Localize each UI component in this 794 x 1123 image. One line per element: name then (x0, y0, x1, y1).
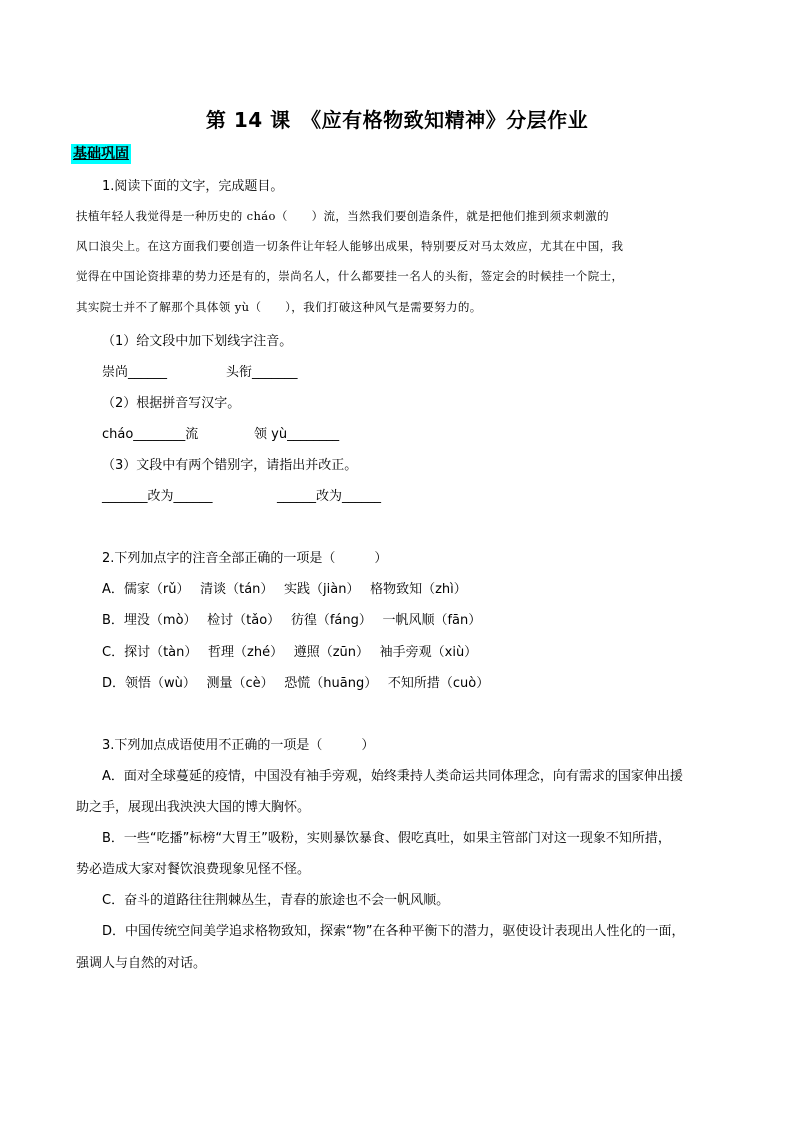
q3-option-b-line2: 势必造成大家对餐饮浪费现象见怪不怪。 (76, 862, 311, 877)
section-tag: 基础巩固 (73, 146, 129, 162)
q1-sub3-blank-a: _______改为______ (102, 489, 213, 504)
q1-sub1: （1）给文段中加下划线字注音。 (102, 334, 293, 349)
q1-sub3-blank-b: ______改为______ (277, 489, 382, 504)
q2-option-c: C．探讨（tàn） 哲理（zhé） 遵照（zūn） 袖手旁观（xiù） (102, 645, 478, 660)
q1-passage-line: 扶植年轻人我觉得是一种历史的 cháo（ ）流，当然我们要创造条件，就是把他们推到须求刺激的 (76, 209, 610, 223)
q3-option-d-line2: 强调人与自然的对话。 (76, 956, 207, 971)
q3-option-a-line1: A．面对全球蔓延的疫情，中国没有袖手旁观，始终秉持人类命运共同体理念，向有需求的国家伸出援 (102, 769, 683, 784)
page-title: 第 14 课 《应有格物致知精神》分层作业 (205, 108, 589, 132)
q2-stem: 2.下列加点字的注音全部正确的一项是（ ） (102, 551, 388, 566)
q3-option-c: C．奋斗的道路往往荆棘丛生，青春的旅途也不会一帆风顺。 (102, 893, 450, 908)
q3-option-a-line2: 助之手，展现出我泱泱大国的博大胸怀。 (76, 800, 311, 815)
q1-sub1-blank-b: 头衔_______ (226, 365, 298, 380)
q1-sub1-blank-a: 崇尚______ (102, 365, 168, 380)
q1-stem: 1.阅读下面的文字，完成题目。 (102, 179, 284, 194)
q1-sub2: （2）根据拼音写汉字。 (102, 396, 241, 411)
q1-passage-line: 觉得在中国论资排辈的势力还是有的，崇尚名人，什么都要挂一名人的头衔，签定会的时候挂一个院士， (76, 269, 624, 283)
q2-option-a: A．儒家（rǔ） 清谈（tán） 实践（jiàn） 格物致知（zhì） (102, 582, 467, 597)
q3-stem: 3.下列加点成语使用不正确的一项是（ ） (102, 738, 375, 753)
q1-passage-line: 其实院士并不了解那个具体领 yù（ ），我们打破这种风气是需要努力的。 (76, 300, 482, 314)
q3-option-b-line1: B．一些“吃播”标榜“大胃王”吸粉，实则暴饮暴食、假吃真吐，如果主管部门对这一现象不知所措， (102, 831, 671, 846)
q2-option-b: B．埋没（mò） 检讨（tǎo） 彷徨（fáng） 一帆风顺（fān） (102, 613, 482, 628)
q2-option-d: D．领悟（wù） 测量（cè） 恐慌（huāng） 不知所措（cuò） (102, 676, 490, 691)
q1-passage-line: 风口浪尖上。在这方面我们要创造一切条件让年轻人能够出成果，特别要反对马太效应，尤其在中国，我 (76, 239, 624, 253)
q1-sub2-blank-a: cháo________流 (102, 427, 199, 442)
q1-sub2-blank-b: 领 yù________ (254, 427, 340, 442)
q1-sub3: （3）文段中有两个错别字，请指出并改正。 (102, 458, 358, 473)
q3-option-d-line1: D．中国传统空间美学追求格物致知，探索“物”在各种平衡下的潜力，驱使设计表现出人性化的一面， (102, 924, 685, 939)
